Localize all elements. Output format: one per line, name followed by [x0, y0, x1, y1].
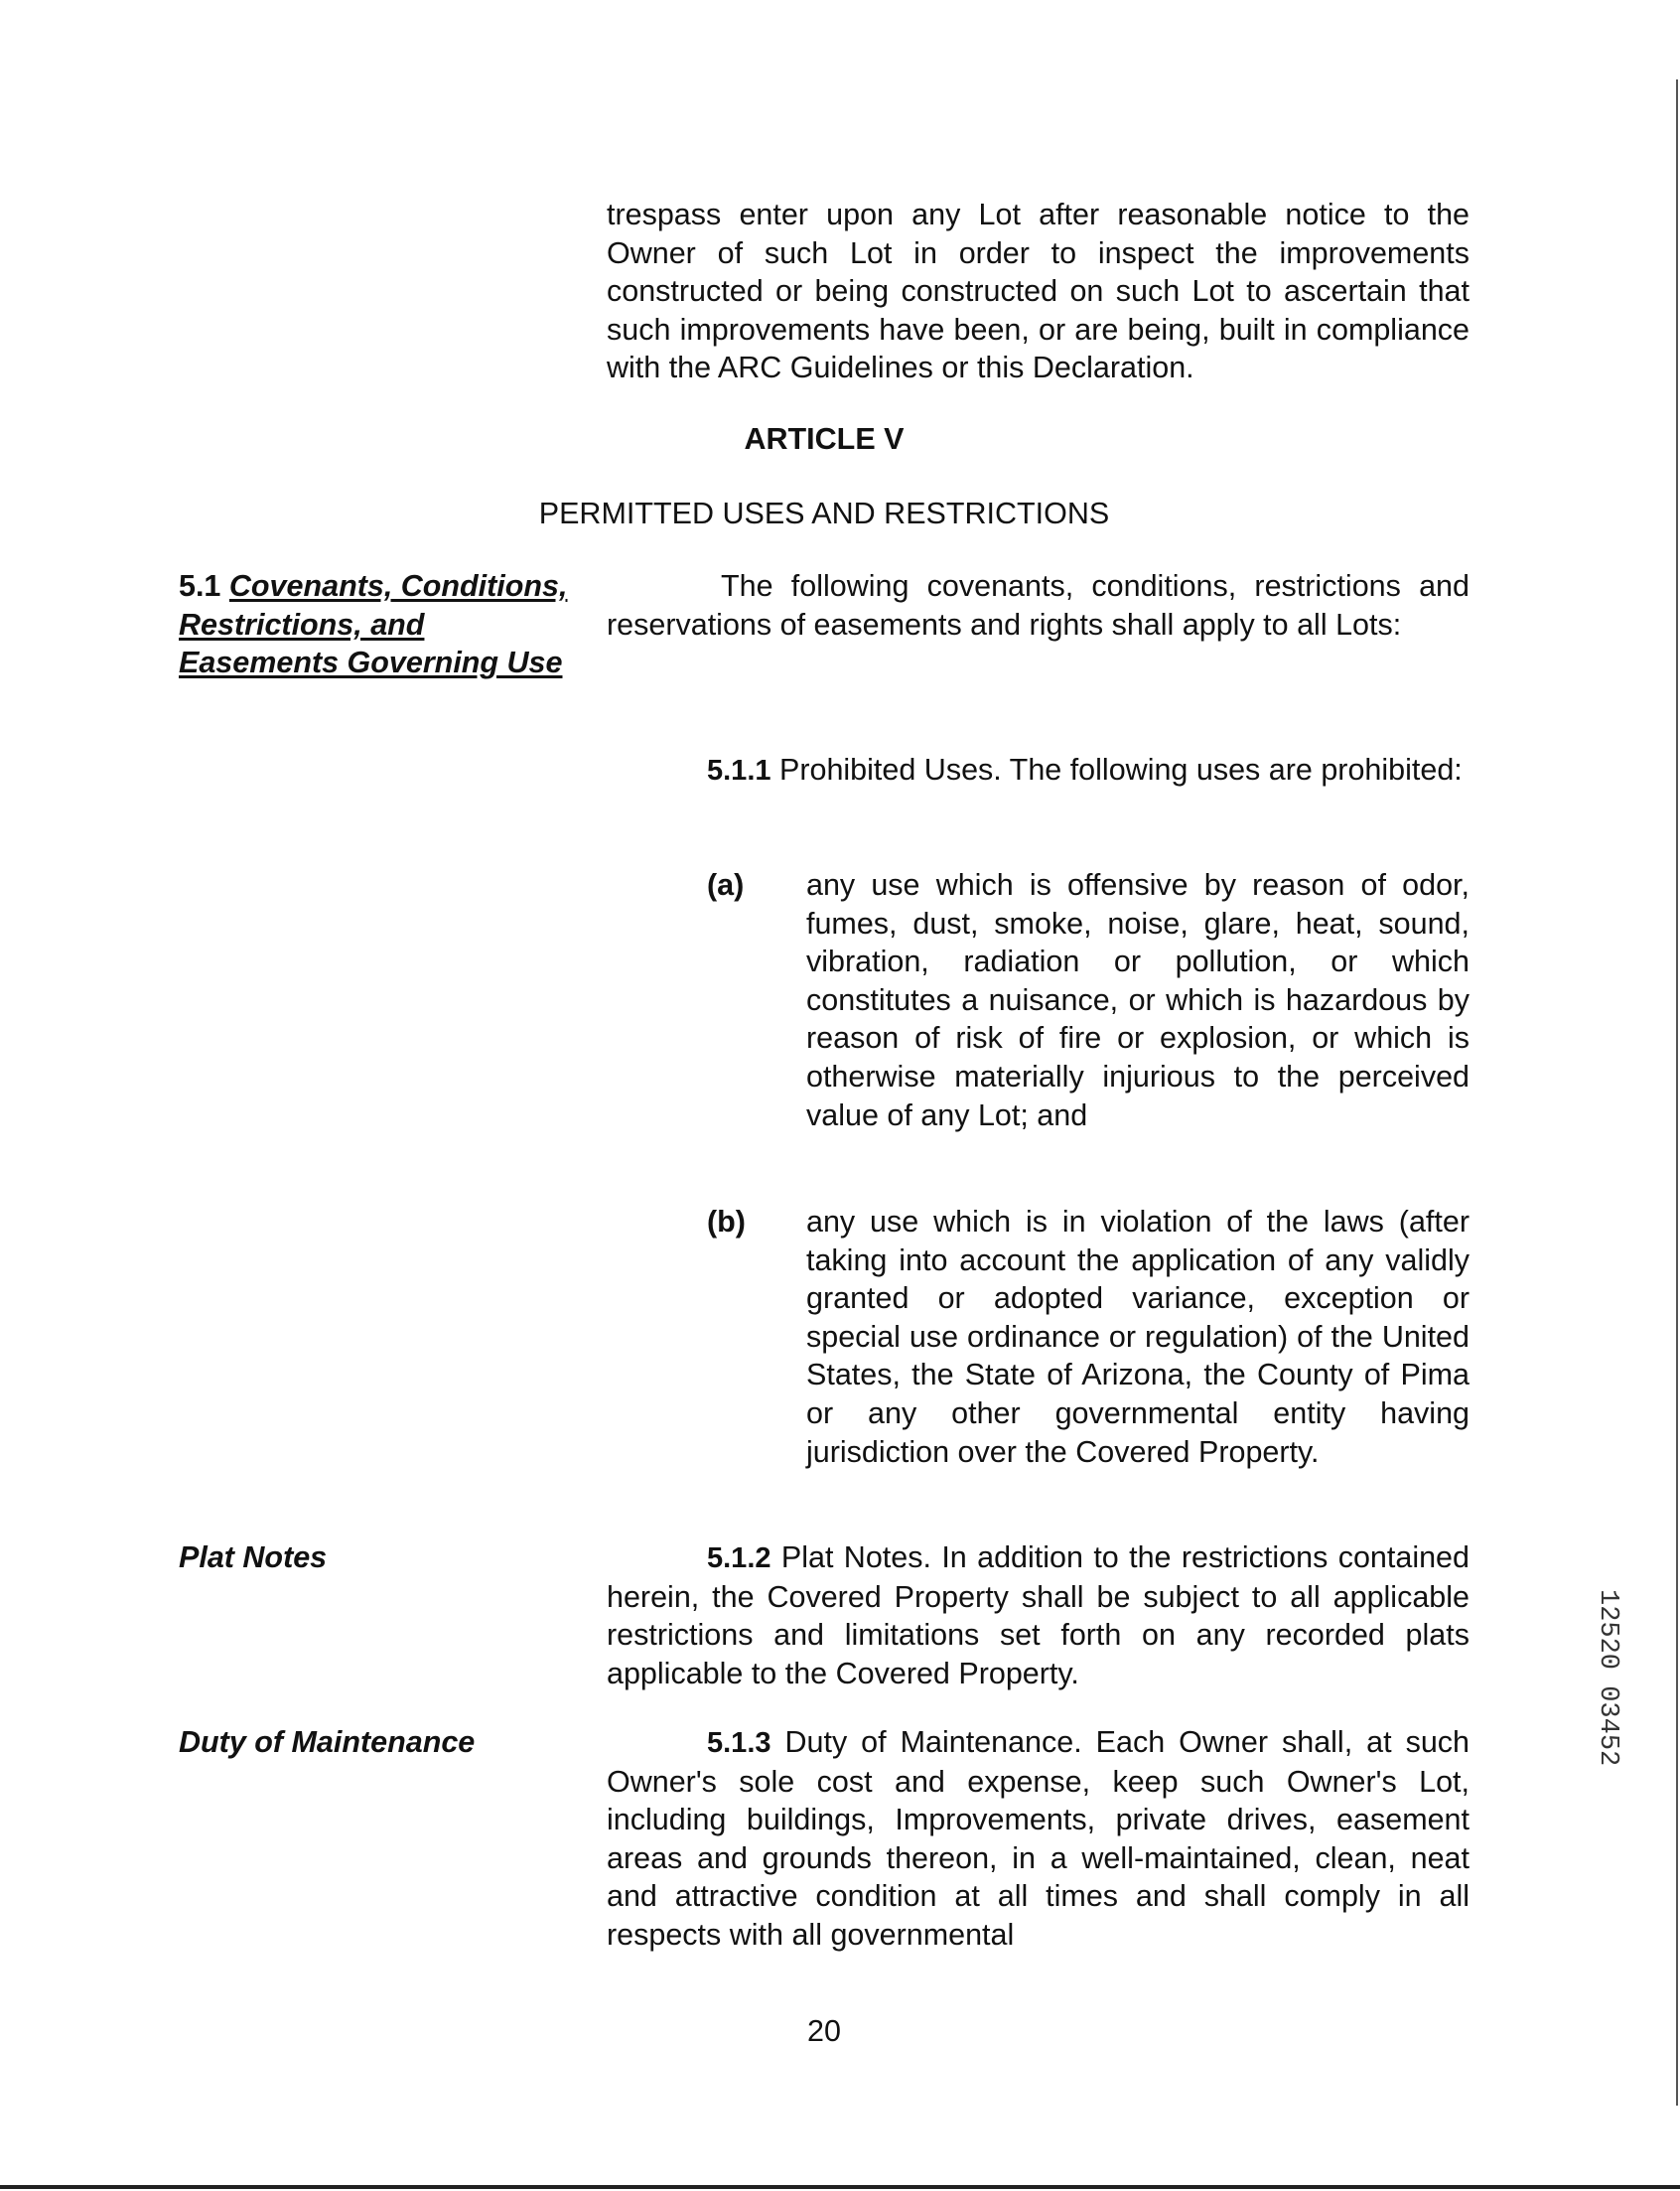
scan-edge-bottom — [0, 2185, 1680, 2189]
scan-edge-right — [1676, 79, 1678, 2106]
section-5-1-1-paragraph — [607, 751, 1470, 791]
section-5-1-body: The following covenants, conditions, restrictions and reservations of easements and rights shall apply to all Lots: — [607, 569, 1470, 642]
intro-paragraph: trespass enter upon any Lot after reasonable notice to the Owner of such Lot in order to inspect the improvements constructed or being constructed on such Lot to ascertain that such improvements have been, or are being, built in compliance with the ARC Guidelines or this Declaration. — [607, 198, 1470, 385]
list-item-a-label: (a) — [707, 868, 745, 902]
section-5-1-3-body: Duty of Maintenance. Each Owner shall, at such Owner's sole cost and expense, keep such Owner's Lot, including buildings, Improvements, private drives, easement areas and grounds thereon, in a well-maintained, clean, neat and attractive condition at all times and shall comply in all respects with all governmental — [607, 1725, 1470, 1952]
section-5-1-number: 5.1 — [179, 569, 221, 603]
section-5-1-2-side-title: Plat Notes — [179, 1540, 328, 1574]
section-5-1-3-paragraph — [607, 1723, 1470, 1955]
section-5-1-side-heading — [179, 567, 576, 682]
section-5-1-1-body: Prohibited Uses. The following uses are prohibited: — [778, 753, 1463, 787]
page-number: 20 — [807, 2014, 841, 2048]
section-5-1-2-paragraph — [607, 1538, 1470, 1692]
list-item-a-text: any use which is offensive by reason of odor, fumes, dust, smoke, noise, glare, heat, sound, vibration, radiation or pollution, or which constitutes a nuisance, or which is hazardous by reason of risk of fire or explosion, or which is otherwise materially injurious to the perceived value of any Lot; and — [806, 868, 1470, 1132]
section-5-1-2-body: Plat Notes. In addition to the restrictions contained herein, the Covered Property shall be subject to all applicable restrictions and limitations set forth on any recorded plats applicable to the Covered Property. — [607, 1540, 1470, 1690]
article-number: ARTICLE V — [744, 422, 905, 456]
section-5-1-side-title: Covenants, Conditions, Restrictions, and Easements Governing Use — [179, 569, 568, 680]
section-5-1-3-side-title: Duty of Maintenance — [179, 1725, 476, 1759]
section-5-1-2-number: 5.1.2 — [707, 1542, 771, 1574]
list-item-b-label: (b) — [707, 1205, 746, 1239]
section-5-1-3-number: 5.1.3 — [707, 1727, 771, 1759]
article-title: PERMITTED USES AND RESTRICTIONS — [538, 497, 1110, 530]
list-item-b-text: any use which is in violation of the laws (after taking into account the application of any validly granted or adopted variance, exception or special use ordinance or regulation) of the United States, the State of Arizona, the County of Pima or any other governmental entity having jurisdiction over the Covered Property. — [806, 1205, 1470, 1469]
section-5-1-1-number: 5.1.1 — [707, 755, 771, 787]
recording-stamp: 12520 03452 — [1593, 1589, 1622, 1767]
